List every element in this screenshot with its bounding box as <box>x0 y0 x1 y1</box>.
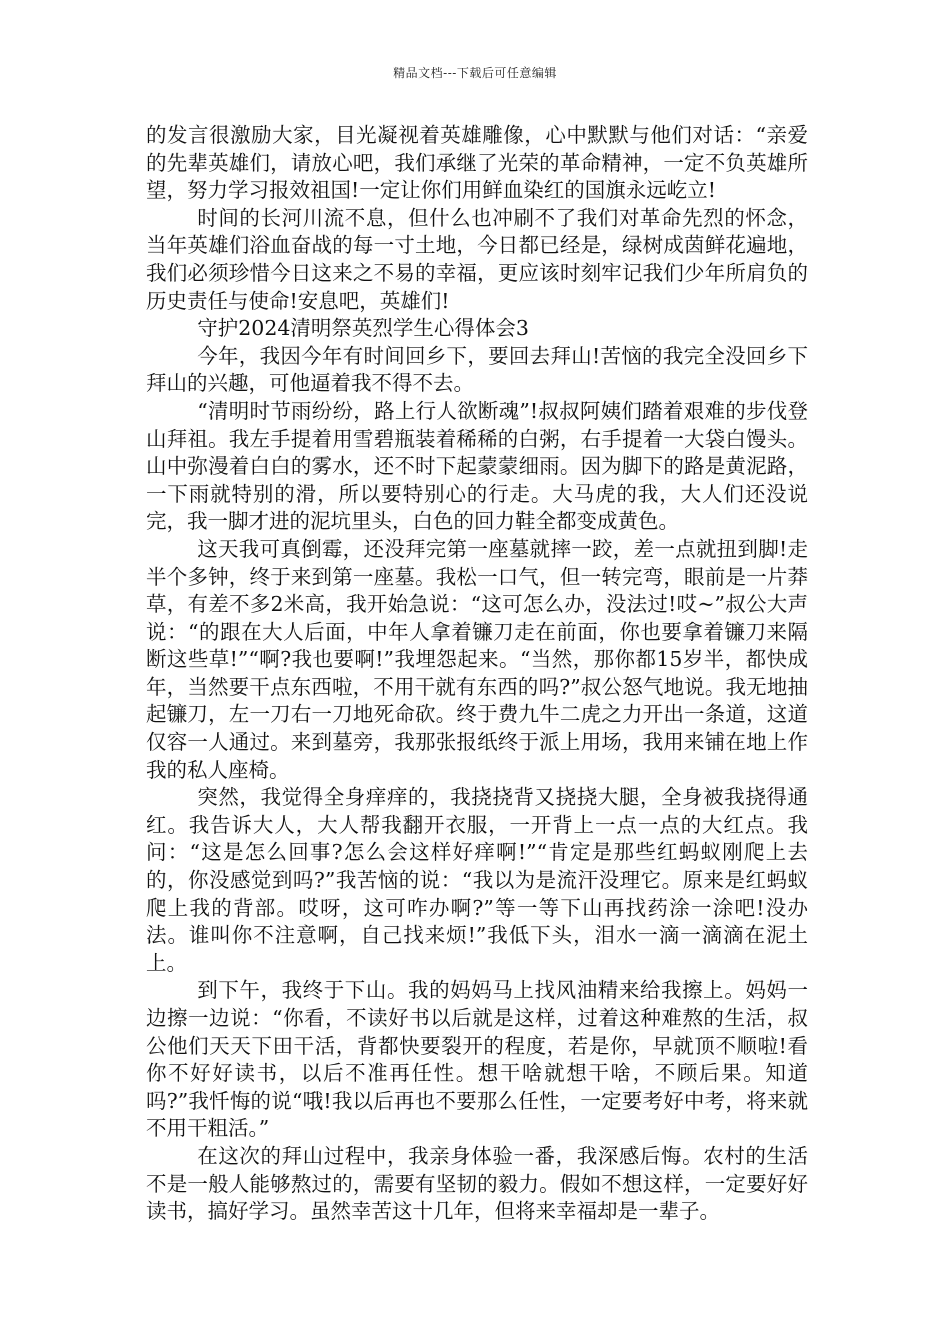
paragraph: 到下午，我终于下山。我的妈妈马上找风油精来给我擦上。妈妈一边擦一边说：“你看，不读好书以后就是这样，过着这种难熬的生活，叔公他们天天下田干活，背都快要裂开的程度，若是你，早就顶不顺啦!看你不好好读书，以后不准再任性。想干啥就想干啥，不顾后果。知道吗?”我忏悔的说“哦!我以后再也不要那么任性，一定要考好中考，将来就不用干粗活。” <box>146 978 808 1141</box>
paragraph: 突然，我觉得全身痒痒的，我挠挠背又挠挠大腿，全身被我挠得通红。我告诉大人，大人帮我翻开衣服，一开背上一点一点的大红点。我问：“这是怎么回事?怎么会这样好痒啊!”“肯定是那些红蚂蚁刚爬上去的，你没感觉到吗?”我苦恼的说：“我以为是流汗没理它。原来是红蚂蚁爬上我的背部。哎呀，这可咋办啊?”等一等下山再找药涂一涂吧!没办法。谁叫你不注意啊，自己找来烦!”我低下头，泪水一滴一滴滴在泥土上。 <box>146 785 808 975</box>
page-header: 精品文档---下载后可任意编辑 <box>393 66 557 80</box>
paragraph: 时间的长河川流不息，但什么也冲刷不了我们对革命先烈的怀念，当年英雄们浴血奋战的每一寸土地，今日都已经是，绿树成茵鲜花遍地，我们必须珍惜今日这来之不易的幸福，更应该时刻牢记我们少年所肩负的历史责任与使命!安息吧，英雄们! <box>146 205 808 313</box>
paragraph: “清明时节雨纷纷，路上行人欲断魂”!叔叔阿姨们踏着艰难的步伐登山拜祖。我左手提着用雪碧瓶装着稀稀的白粥，右手提着一大袋白馒头。山中弥漫着白白的雾水，还不时下起蒙蒙细雨。因为脚下的路是黄泥路，一下雨就特别的滑，所以要特别心的行走。大马虎的我，大人们还没说完，我一脚才进的泥坑里头，白色的回力鞋全都变成黄色。 <box>146 398 808 534</box>
paragraph: 今年，我因今年有时间回乡下，要回去拜山!苦恼的我完全没回乡下拜山的兴趣，可他逼着我不得不去。 <box>146 343 808 396</box>
paragraph: 这天我可真倒霉，还没拜完第一座墓就摔一跤，差一点就扭到脚!走半个多钟，终于来到第一座墓。我松一口气，但一转完弯，眼前是一片莽草，有差不多2米高，我开始急说：“这可怎么办，没法过!哎~”叔公大声说：“的跟在大人后面，中年人拿着镰刀走在前面，你也要拿着镰刀来隔断这些草!”“啊?我也要啊!”我埋怨起来。“当然，那你都15岁半，都快成年，当然要干点东西啦，不用干就有东西的吗?”叔公怒气地说。我无地抽起镰刀，左一刀右一刀地死命砍。终于费九牛二虎之力开出一条道，这道仅容一人通过。来到墓旁，我那张报纸终于派上用场，我用来铺在地上作我的私人座椅。 <box>146 536 808 782</box>
paragraph: 在这次的拜山过程中，我亲身体验一番，我深感后悔。农村的生活不是一般人能够熬过的，需要有坚韧的毅力。假如不想这样，一定要好好读书，搞好学习。虽然幸苦这十几年，但将来幸福却是一辈子。 <box>146 1143 808 1224</box>
section-title: 守护2024清明祭英烈学生心得体会3 <box>197 316 529 341</box>
document-body <box>146 122 808 1226</box>
paragraph-continuation: 的发言很激励大家，目光凝视着英雄雕像，心中默默与他们对话：“亲爱的先辈英雄们，请放心吧，我们承继了光荣的革命精神，一定不负英雄所望，努力学习报效祖国!一定让你们用鲜血染红的国旗永远屹立! <box>146 123 808 203</box>
